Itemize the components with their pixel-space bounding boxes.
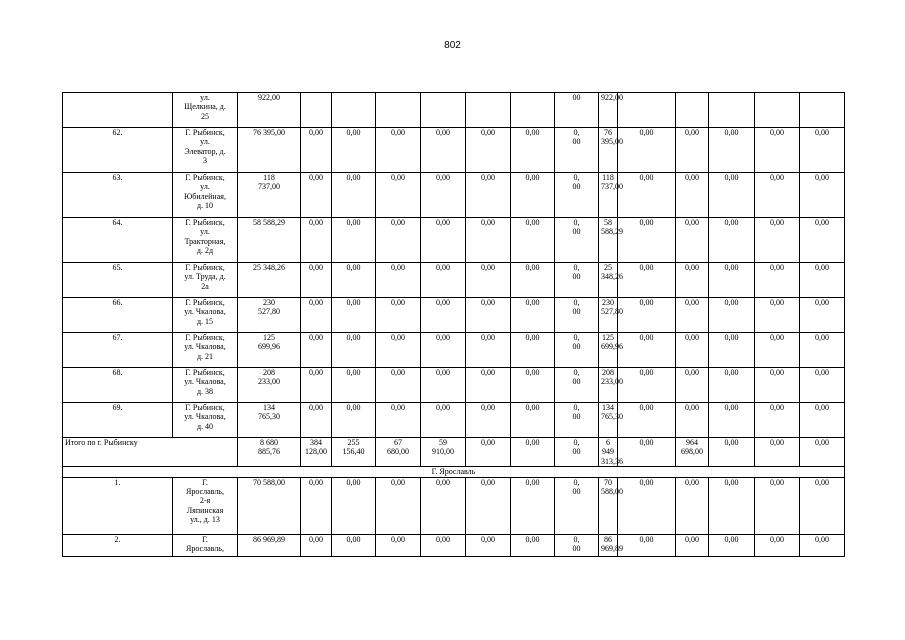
value-cell: 0,00 — [301, 477, 332, 534]
value-cell: 0,00 — [511, 368, 555, 403]
address-cell: Г. Рыбинск, ул. Элеватор, д. 3 — [173, 128, 238, 173]
address-cell: Г. Рыбинск, ул. Тракторная, д. 2д — [173, 218, 238, 263]
value-cell: 0,00 — [301, 368, 332, 403]
value-cell: 134 765,30 — [599, 403, 618, 438]
row-number-cell: 69. — [63, 403, 173, 438]
row-number-cell: 1. — [63, 477, 173, 534]
row-number-cell: 63. — [63, 173, 173, 218]
subtotal-row — [63, 438, 890, 467]
value-cell — [618, 93, 676, 128]
table-row — [63, 128, 890, 173]
value-cell: 0,00 — [618, 128, 676, 173]
value-cell: 6 949 313,36 — [599, 438, 618, 467]
value-cell: 0,00 — [676, 403, 709, 438]
value-cell: 0,00 — [332, 298, 376, 333]
value-cell: 00 — [555, 93, 599, 128]
value-cell: 0,00 — [676, 263, 709, 298]
table-row — [63, 298, 890, 333]
table-row — [63, 333, 890, 368]
value-cell: 0,00 — [618, 403, 676, 438]
value-cell: 0,00 — [466, 333, 511, 368]
value-cell: 0,00 — [466, 477, 511, 534]
value-cell: 0,00 — [709, 534, 755, 556]
value-cell: 0,00 — [511, 298, 555, 333]
value-cell: 58 588,29 — [599, 218, 618, 263]
table-row — [63, 534, 890, 556]
value-cell: 0,00 — [332, 368, 376, 403]
value-cell: 0,00 — [376, 128, 421, 173]
value-cell — [332, 93, 376, 128]
value-cell: 0,00 — [676, 534, 709, 556]
value-cell: 0,00 — [511, 477, 555, 534]
value-cell: 0,00 — [511, 173, 555, 218]
value-cell: 0,00 — [301, 218, 332, 263]
value-cell: 0,00 — [466, 298, 511, 333]
value-cell: 0,00 — [332, 403, 376, 438]
value-cell — [511, 93, 555, 128]
row-number-cell: 64. — [63, 218, 173, 263]
value-cell: 0,00 — [466, 128, 511, 173]
value-cell: 0, 00 — [555, 128, 599, 173]
value-cell: 0,00 — [709, 128, 755, 173]
value-cell: 0,00 — [709, 403, 755, 438]
value-cell: 0,00 — [618, 368, 676, 403]
value-cell: 0,00 — [709, 368, 755, 403]
total-cell: 8 680 885,76 — [238, 438, 301, 467]
value-cell — [755, 93, 800, 128]
value-cell: 0, 00 — [555, 218, 599, 263]
value-cell: 0,00 — [421, 333, 466, 368]
row-number-cell — [63, 93, 173, 128]
value-cell: 0,00 — [376, 263, 421, 298]
address-cell: Г. Рыбинск, ул. Чкалова, д. 40 — [173, 403, 238, 438]
section-header-row — [63, 466, 890, 477]
value-cell: 0,00 — [755, 298, 800, 333]
table-row — [63, 368, 890, 403]
value-cell: 0,00 — [332, 263, 376, 298]
value-cell: 0,00 — [421, 477, 466, 534]
value-cell: 0,00 — [332, 534, 376, 556]
table-row — [63, 218, 890, 263]
row-number-cell: 2. — [63, 534, 173, 556]
table-row — [63, 403, 890, 438]
value-cell — [800, 93, 845, 128]
value-cell: 0,00 — [511, 534, 555, 556]
value-cell: 0,00 — [466, 263, 511, 298]
value-cell: 0,00 — [800, 368, 845, 403]
value-cell: 0,00 — [511, 438, 555, 467]
address-cell: Г. Ярославль, 2-я Ляпинская ул., д. 13 — [173, 477, 238, 534]
value-cell — [709, 93, 755, 128]
value-cell: 0,00 — [376, 534, 421, 556]
value-cell: 0,00 — [709, 298, 755, 333]
value-cell: 0,00 — [676, 173, 709, 218]
value-cell: 0,00 — [676, 477, 709, 534]
value-cell: 255 156,40 — [332, 438, 376, 467]
value-cell: 0,00 — [466, 218, 511, 263]
value-cell: 0, 00 — [555, 263, 599, 298]
address-cell: Г. Рыбинск, ул. Чкалова, д. 21 — [173, 333, 238, 368]
total-cell: 118 737,00 — [238, 173, 301, 218]
address-cell: Г. Рыбинск, ул. Чкалова, д. 38 — [173, 368, 238, 403]
row-number-cell: 65. — [63, 263, 173, 298]
value-cell: 0,00 — [332, 128, 376, 173]
row-number-cell: 67. — [63, 333, 173, 368]
value-cell: 0,00 — [332, 173, 376, 218]
value-cell: 0,00 — [421, 298, 466, 333]
value-cell: 0,00 — [421, 403, 466, 438]
value-cell: 0,00 — [755, 218, 800, 263]
value-cell: 0,00 — [709, 477, 755, 534]
value-cell: 0,00 — [800, 534, 845, 556]
value-cell: 0,00 — [618, 298, 676, 333]
value-cell: 125 699,96 — [599, 333, 618, 368]
total-cell: 230 527,80 — [238, 298, 301, 333]
value-cell: 0,00 — [466, 534, 511, 556]
value-cell: 964 698,00 — [676, 438, 709, 467]
value-cell: 0,00 — [618, 263, 676, 298]
total-cell: 922,00 — [238, 93, 301, 128]
value-cell: 0,00 — [421, 173, 466, 218]
value-cell: 0,00 — [376, 477, 421, 534]
total-cell: 70 588,00 — [238, 477, 301, 534]
value-cell: 0,00 — [376, 298, 421, 333]
value-cell: 0,00 — [800, 128, 845, 173]
value-cell: 0,00 — [301, 263, 332, 298]
value-cell — [301, 93, 332, 128]
value-cell: 0,00 — [618, 218, 676, 263]
value-cell — [466, 93, 511, 128]
value-cell: 25 348,26 — [599, 263, 618, 298]
value-cell: 0,00 — [332, 333, 376, 368]
value-cell: 0,00 — [301, 403, 332, 438]
value-cell: 0,00 — [800, 438, 845, 467]
value-cell: 0,00 — [755, 333, 800, 368]
value-cell: 0, 00 — [555, 403, 599, 438]
value-cell: 0,00 — [676, 368, 709, 403]
value-cell: 0,00 — [511, 403, 555, 438]
value-cell: 0,00 — [511, 218, 555, 263]
row-number-cell: 62. — [63, 128, 173, 173]
value-cell: 0,00 — [800, 298, 845, 333]
value-cell: 118 737,00 — [599, 173, 618, 218]
total-cell: 125 699,96 — [238, 333, 301, 368]
value-cell: 0,00 — [676, 298, 709, 333]
value-cell: 0,00 — [376, 333, 421, 368]
value-cell: 922,00 — [599, 93, 618, 128]
value-cell: 0,00 — [755, 128, 800, 173]
value-cell: 0,00 — [709, 173, 755, 218]
value-cell: 0,00 — [676, 128, 709, 173]
table-row — [63, 173, 890, 218]
value-cell: 0,00 — [755, 534, 800, 556]
address-cell: Г. Рыбинск, ул. Юбилейная, д. 10 — [173, 173, 238, 218]
value-cell: 0,00 — [709, 263, 755, 298]
value-cell: 0,00 — [618, 438, 676, 467]
value-cell: 0,00 — [466, 403, 511, 438]
value-cell: 0, 00 — [555, 298, 599, 333]
value-cell: 0,00 — [709, 438, 755, 467]
value-cell: 0,00 — [800, 477, 845, 534]
value-cell: 0,00 — [755, 368, 800, 403]
value-cell — [376, 93, 421, 128]
value-cell: 0,00 — [332, 477, 376, 534]
value-cell — [421, 93, 466, 128]
address-cell: ул. Щелкина, д. 25 — [173, 93, 238, 128]
value-cell: 59 910,00 — [421, 438, 466, 467]
value-cell: 0, 00 — [555, 333, 599, 368]
value-cell: 0,00 — [301, 333, 332, 368]
value-cell: 0,00 — [376, 368, 421, 403]
page-number: 802 — [444, 40, 461, 51]
value-cell: 0,00 — [618, 173, 676, 218]
value-cell: 0,00 — [511, 128, 555, 173]
value-cell: 0,00 — [421, 263, 466, 298]
total-cell: 208 233,00 — [238, 368, 301, 403]
value-cell: 0,00 — [301, 128, 332, 173]
value-cell: 0,00 — [466, 438, 511, 467]
subtotal-label: Итого по г. Рыбинску — [63, 438, 238, 467]
total-cell: 58 588,29 — [238, 218, 301, 263]
value-cell: 0,00 — [466, 368, 511, 403]
value-cell: 0, 00 — [555, 173, 599, 218]
table-row — [63, 93, 890, 128]
row-number-cell: 66. — [63, 298, 173, 333]
value-cell: 0,00 — [800, 218, 845, 263]
value-cell: 0,00 — [376, 403, 421, 438]
total-cell: 76 395,00 — [238, 128, 301, 173]
value-cell: 0,00 — [618, 333, 676, 368]
value-cell: 0,00 — [676, 333, 709, 368]
value-cell: 67 680,00 — [376, 438, 421, 467]
value-cell: 70 588,00 — [599, 477, 618, 534]
value-cell: 0,00 — [618, 534, 676, 556]
value-cell: 86 969,89 — [599, 534, 618, 556]
row-number-cell: 68. — [63, 368, 173, 403]
value-cell: 0,00 — [301, 298, 332, 333]
address-cell: Г. Рыбинск, ул. Труда, д. 2а — [173, 263, 238, 298]
value-cell: 0,00 — [511, 333, 555, 368]
value-cell: 0,00 — [755, 403, 800, 438]
value-cell: 384 128,00 — [301, 438, 332, 467]
value-cell: 0,00 — [301, 173, 332, 218]
value-cell: 0,00 — [376, 218, 421, 263]
address-cell: Г. Ярославль, — [173, 534, 238, 556]
value-cell: 0,00 — [800, 173, 845, 218]
table-row — [63, 263, 890, 298]
value-cell: 0,00 — [466, 173, 511, 218]
total-cell: 134 765,30 — [238, 403, 301, 438]
value-cell: 0,00 — [755, 477, 800, 534]
address-cell: Г. Рыбинск, ул. Чкалова, д. 15 — [173, 298, 238, 333]
value-cell: 0,00 — [800, 263, 845, 298]
value-cell: 230 527,80 — [599, 298, 618, 333]
value-cell: 0,00 — [421, 534, 466, 556]
value-cell — [676, 93, 709, 128]
value-cell: 0,00 — [421, 368, 466, 403]
value-cell: 0,00 — [800, 403, 845, 438]
value-cell: 0,00 — [421, 218, 466, 263]
total-cell: 86 969,89 — [238, 534, 301, 556]
value-cell: 0,00 — [421, 128, 466, 173]
value-cell: 0,00 — [301, 534, 332, 556]
value-cell: 0,00 — [676, 218, 709, 263]
value-cell: 0,00 — [332, 218, 376, 263]
value-cell: 0,00 — [376, 173, 421, 218]
total-cell: 25 348,26 — [238, 263, 301, 298]
value-cell: 76 395,00 — [599, 128, 618, 173]
section-title: Г. Ярославль — [63, 466, 845, 477]
value-cell: 0,00 — [709, 333, 755, 368]
value-cell: 0, 00 — [555, 368, 599, 403]
value-cell: 0,00 — [618, 477, 676, 534]
value-cell: 0, 00 — [555, 534, 599, 556]
value-cell: 0,00 — [755, 263, 800, 298]
value-cell: 0, 00 — [555, 477, 599, 534]
value-cell: 0,00 — [511, 263, 555, 298]
value-cell: 0, 00 — [555, 438, 599, 467]
value-cell: 0,00 — [800, 333, 845, 368]
data-table — [62, 92, 890, 557]
value-cell: 0,00 — [755, 173, 800, 218]
table-row — [63, 477, 890, 534]
value-cell: 208 233,00 — [599, 368, 618, 403]
value-cell: 0,00 — [709, 218, 755, 263]
value-cell: 0,00 — [755, 438, 800, 467]
